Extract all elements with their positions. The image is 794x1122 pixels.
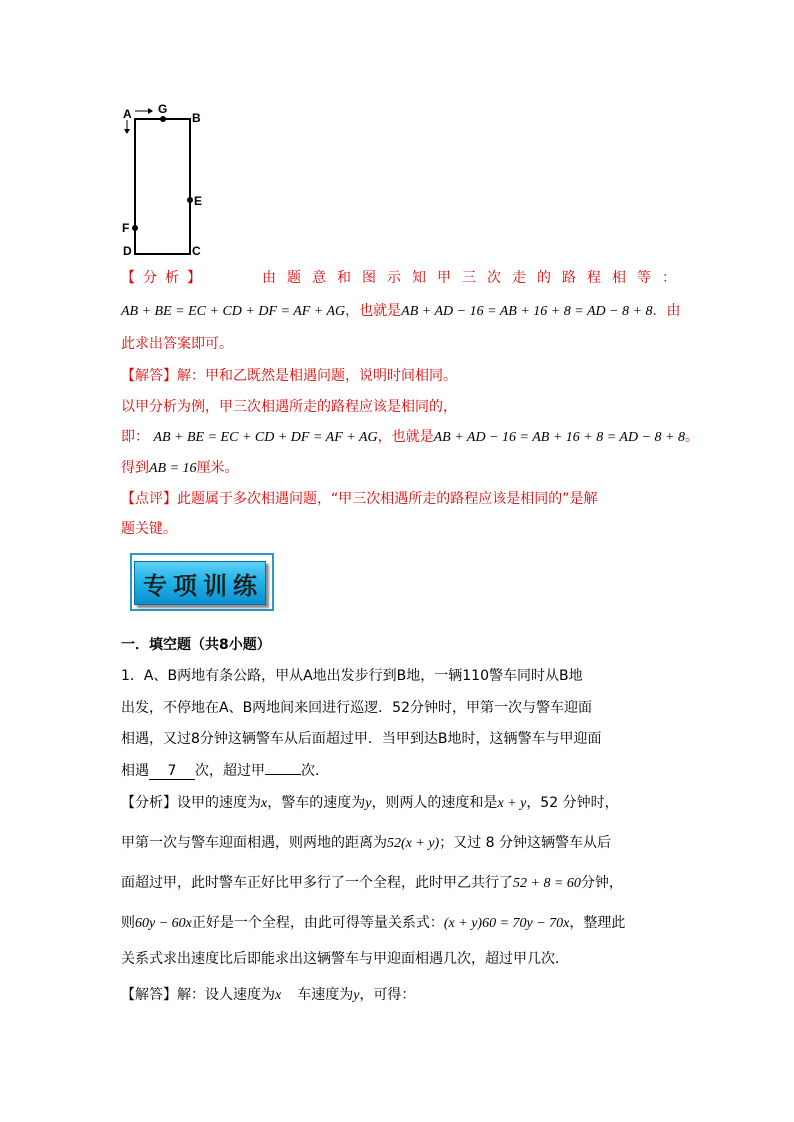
route-diagram (118, 100, 218, 260)
analysis-tag: 【分析】 (121, 270, 209, 286)
q1-analysis-t4: ，52 分钟时， (526, 795, 619, 811)
analysis-intro: 由题意和图示知甲三次走的路程相等： (262, 270, 687, 286)
answer-blank-2[interactable] (265, 774, 301, 775)
q1-analysis-t6: ；又过 8 分钟这辆警车从后 (439, 835, 612, 851)
q1-answer-tag: 【解答】 (121, 987, 177, 1003)
q1-analysis-t11: ，整理此 (569, 915, 626, 931)
answer-tag: 【解答】 (121, 368, 177, 384)
analysis-line-3: 此求出答案即可。 (121, 336, 233, 352)
analysis-line-1 (121, 269, 687, 287)
answer-line-2: 以甲分析为例，甲三次相遇所走的路程应该是相同的， (121, 399, 457, 415)
var-sum: x + y (497, 796, 527, 811)
analysis-mid: ，也就是 (345, 303, 402, 319)
banner-label: 专项训练 (143, 570, 263, 600)
q1-analysis-line-2 (121, 834, 611, 853)
q1-text-a: 相遇 (121, 763, 149, 779)
time-sum-expr: 52 + 8 = 60 (513, 876, 581, 891)
var-y: y (365, 796, 372, 811)
label-e: E (194, 194, 203, 208)
question-1-line-1: 1．A、B两地有条公路，甲从A地出发步行到B地，一辆110警车同时从B地 (121, 668, 583, 684)
label-d: D (123, 244, 132, 258)
equation-expr: (x + y)60 = 70y − 70x (443, 916, 570, 931)
point-e (187, 197, 193, 203)
q1-analysis-t7: 面超过甲，此时警车正好比甲多行了一个全程，此时甲乙共行了 (121, 875, 513, 891)
comment-line-2: 题关键。 (121, 521, 177, 537)
label-f: F (122, 221, 130, 235)
analysis-end: ．由 (652, 303, 681, 319)
q1-text-b: 次，超过甲 (195, 763, 265, 779)
var-x: x (261, 796, 268, 811)
q1-answer-t1: 解：设人速度为 (177, 987, 275, 1003)
section-banner (126, 549, 276, 615)
q1-answer-line-1 (121, 986, 415, 1005)
answer-line-4 (121, 459, 239, 478)
question-1-line-3: 相遇，又过8分钟这辆警车从后面超过甲．当甲到达B地时，这辆警车与甲迎面 (121, 731, 602, 747)
answer-mid: ，也就是 (377, 429, 434, 445)
q1-analysis-t5: 甲第一次与警车迎面相遇，则两地的距离为 (121, 835, 387, 851)
question-1-line-4 (121, 762, 329, 780)
answer-end: 。 (684, 429, 699, 445)
label-a: A (123, 107, 132, 121)
distance-expr: 52(x + y) (387, 836, 440, 851)
answer-result-prefix: 得到 (121, 460, 149, 476)
answer-blank-1[interactable]: 7 (149, 763, 195, 780)
q1-analysis-t9: 则 (121, 915, 135, 931)
answer-eq-1: AB + BE = EC + CD + DF = AF + AG (153, 430, 378, 445)
q1-analysis-line-1 (121, 794, 619, 813)
q1-analysis-t3: ，则两人的速度和是 (371, 795, 498, 811)
answer-prefix: 即： (121, 429, 149, 445)
q1-analysis-line-3 (121, 874, 623, 893)
analysis-line-2 (121, 302, 681, 321)
comment-tag: 【点评】 (121, 491, 177, 507)
answer-eq-2: AB + AD − 16 = AB + 16 + 8 = AD − 8 + 8 (433, 430, 685, 445)
analysis-eq-2: AB + AD − 16 = AB + 16 + 8 = AD − 8 + 8 (401, 304, 653, 319)
comment-line-1 (121, 490, 598, 508)
answer-line-3 (121, 428, 699, 447)
q1-analysis-line-4 (121, 914, 625, 933)
q1-analysis-t8: 分钟， (580, 875, 623, 891)
q1-analysis-t1: 设甲的速度为 (177, 795, 261, 811)
point-g (160, 116, 166, 122)
section-heading: 一．填空题（共8小题） (121, 637, 271, 653)
label-b: B (192, 111, 201, 125)
diff-expr: 60y − 60x (135, 916, 192, 931)
answer-line-1 (121, 367, 457, 385)
q1-analysis-tag: 【分析】 (121, 795, 177, 811)
q1-analysis-line-5: 关系式求出速度比后即能求出这辆警车与甲迎面相遇几次，超过甲几次． (121, 951, 569, 967)
label-c: C (192, 244, 201, 258)
q1-answer-t2: 车速度为 (297, 987, 354, 1003)
q1-analysis-t10: 正好是一个全程，由此可得等量关系式： (191, 915, 444, 931)
answer-result-suffix: 厘米。 (196, 460, 239, 476)
answer-var-y: y (353, 988, 360, 1003)
point-f (132, 225, 138, 231)
q1-text-c: 次． (301, 763, 329, 779)
rectangle-route-icon (118, 100, 218, 260)
q1-analysis-t2: ，警车的速度为 (267, 795, 366, 811)
comment-text-1: 此题属于多次相遇问题，“甲三次相遇所走的路程应该是相同的”是解 (177, 491, 598, 507)
answer-text-1: 解：甲和乙既然是相遇问题，说明时间相同。 (177, 368, 457, 384)
question-1-line-2: 出发，不停地在A、B两地间来回进行巡逻．52分钟时，甲第一次与警车迎面 (121, 700, 592, 716)
answer-result-math: AB = 16 (149, 461, 197, 476)
label-g: G (158, 102, 168, 116)
answer-var-x: x (275, 988, 282, 1003)
analysis-eq-1: AB + BE = EC + CD + DF = AF + AG (121, 304, 346, 319)
q1-answer-t3: ，可得： (359, 987, 416, 1003)
